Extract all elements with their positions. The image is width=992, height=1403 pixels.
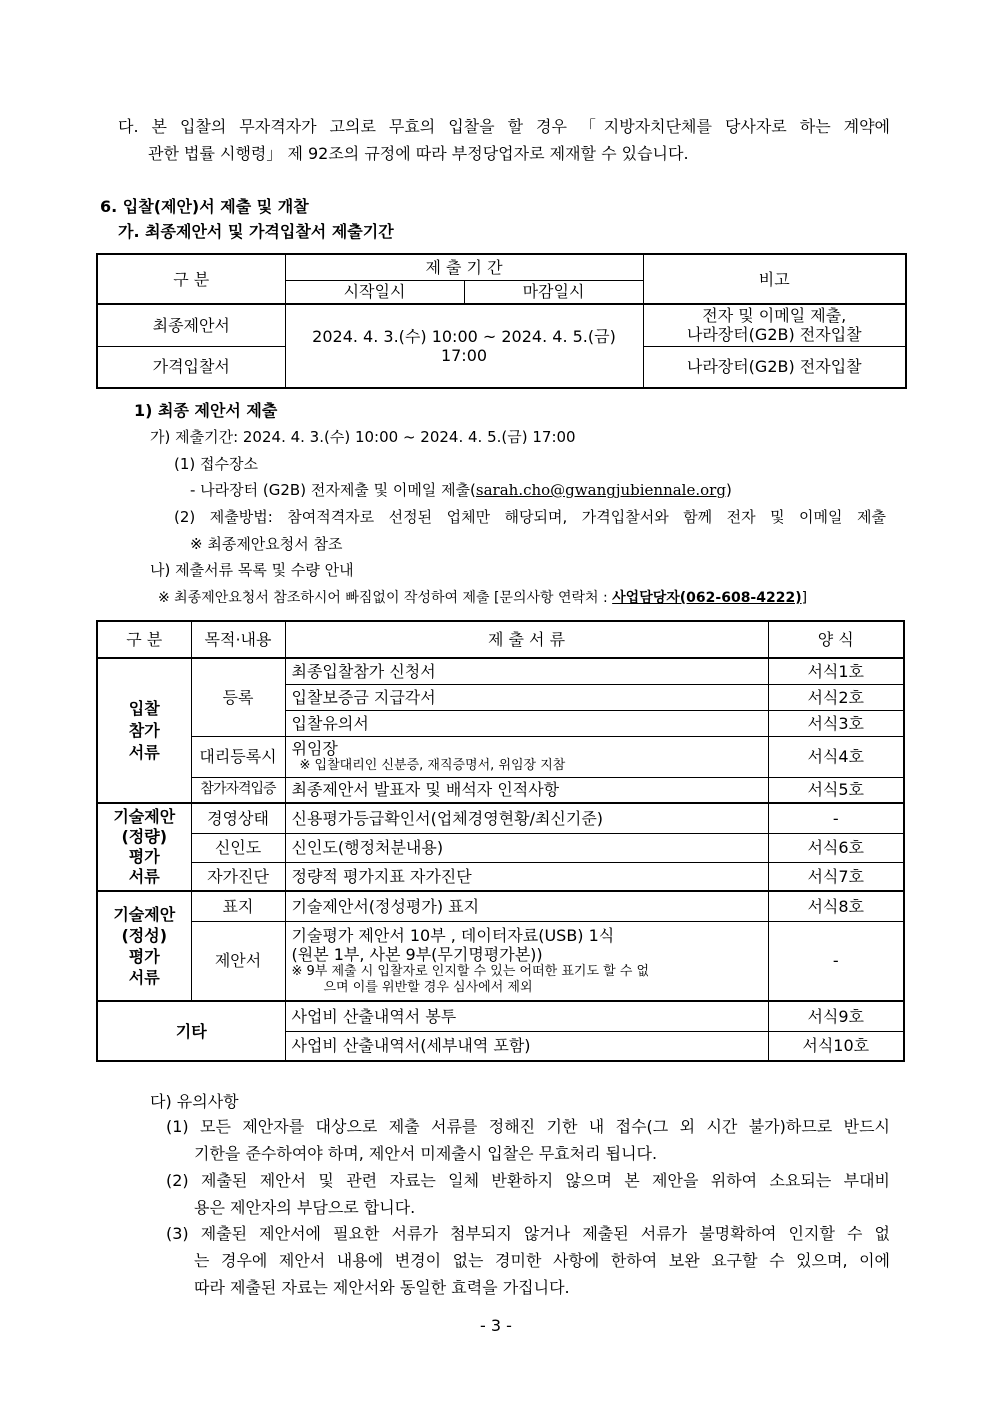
sub1-na-note [158,590,807,607]
purpose-registration: 등록 [191,658,285,736]
sub1-p1: (1) 접수장소 [174,455,258,473]
form-item: - [768,803,904,833]
col-note: 비고 [643,254,906,304]
group-line: (정성) [121,926,168,945]
doc-line: 위임장 [291,739,338,758]
doc-item: 사업비 산출내역서 봉투 [285,1001,768,1031]
row-price-bid-note: 나라장터(G2B) 전자입찰 [643,346,906,388]
purpose-self-diagnosis: 자가진단 [191,862,285,891]
group-line: 참가 [128,720,160,740]
group-bid-participation [97,658,191,803]
group-quantitative [97,803,191,891]
form-item: 서식4호 [768,736,904,777]
form-item: 서식2호 [768,684,904,710]
group-etc: 기타 [97,1001,285,1061]
row-price-bid: 가격입찰서 [97,346,285,388]
group-line: 기술제안 [113,807,176,826]
doc-item [285,736,768,777]
col-period: 제 출 기 간 [285,254,643,280]
note-2-line-2: 용은 제안자의 부담으로 합니다. [194,1198,416,1217]
group-line: 서류 [128,867,160,886]
note-1-line-2: 기한을 준수하여야 하며, 제안서 미제출시 입찰은 무효처리 됩니다. [194,1144,658,1163]
col-category: 구 분 [97,254,285,304]
sub1-period: 가) 제출기간: 2024. 4. 3.(수) 10:00 ~ 2024. 4. 5.(금) 17:00 [150,428,576,446]
submission-period-table [96,253,907,389]
doc-item: 신용평가등급확인서(업체경영현황/최신기준) [285,803,768,833]
row-final-proposal-note [643,304,906,346]
purpose-cover: 표지 [191,891,285,921]
doc-item: 입찰보증금 지급각서 [285,684,768,710]
form-item: - [768,921,904,1001]
doc-line: 기술평가 제안서 10부 , 데이터자료(USB) 1식 [291,925,615,945]
sub1-p2-note: ※ 최종제안요청서 참조 [190,535,343,553]
purpose-management: 경영상태 [191,803,285,833]
contact-info: 사업담당자(062-608-4222) [612,590,802,606]
form-item: 서식7호 [768,862,904,891]
note-1-line-1: (1) 모든 제안자를 대상으로 제출 서류를 정해진 기한 내 접수(그 외 시간 불가)하므로 반드시 [166,1117,890,1136]
group-line: 서류 [128,742,160,762]
doc-item: 최종입찰참가 신청서 [285,658,768,684]
doc-note: ※ 9부 제출 시 입찰자로 인지할 수 있는 어떠한 표기도 할 수 없 [291,963,650,979]
form-item: 서식6호 [768,833,904,862]
documents-table [96,620,905,1062]
sub1-p2: (2) 제출방법: 참여적격자로 선정된 업체만 해당되며, 가격입찰서와 함께 전자 및 이메일 제출 [174,508,886,526]
group-line: (정량) [121,827,168,846]
sub1-na: 나) 제출서류 목록 및 수량 안내 [150,561,354,579]
doc-note: 으며 이를 위반할 경우 심사에서 제외 [323,979,533,995]
doc-item: 정량적 평가지표 자가진단 [285,862,768,891]
page-number: - 3 - [480,1316,512,1335]
submission-period: 2024. 4. 3.(수) 10:00 ~ 2024. 4. 5.(금) 17:00 [285,304,643,388]
notes-title: 다) 유의사항 [150,1092,239,1111]
form-item: 서식10호 [768,1031,904,1061]
doc-item [285,921,768,1001]
doc-item: 최종제안서 발표자 및 배석자 인적사항 [285,777,768,803]
note-3-line-3: 따라 제출된 자료는 제안서와 동일한 효력을 가집니다. [194,1278,570,1297]
purpose-qualification: 참가자격입증 [191,777,285,803]
purpose-credibility: 신인도 [191,833,285,862]
na-note-prefix: ※ 최종제안요청서 참조하시어 빠짐없이 작성하여 제출 [문의사항 연락처 : [158,590,613,606]
col-documents: 제 출 서 류 [285,621,768,658]
form-item: 서식9호 [768,1001,904,1031]
note-line-1: 전자 및 이메일 제출, [702,306,847,326]
doc-item: 신인도(행정처분내용) [285,833,768,862]
form-item: 서식8호 [768,891,904,921]
purpose-proposal: 제안서 [191,921,285,1001]
doc-item: 기술제안서(정성평가) 표지 [285,891,768,921]
doc-note: ※ 입찰대리인 신분증, 재직증명서, 위임장 지참 [299,758,566,773]
form-item: 서식3호 [768,710,904,736]
group-line: 기술제안 [113,905,176,924]
sub1-p1-item [190,481,732,500]
group-qualitative [97,891,191,1001]
na-note-suffix: ] [801,590,808,606]
doc-line: (원본 1부, 사본 9부(무기명평가본)) [291,944,543,964]
email-link[interactable]: sarah.cho@gwangjubiennale.org [475,481,726,499]
col-form: 양 식 [768,621,904,658]
doc-item: 사업비 산출내역서(세부내역 포함) [285,1031,768,1061]
group-line: 서류 [128,968,160,987]
sub1-title: 1) 최종 제안서 제출 [134,401,278,420]
note-line-2: 나라장터(G2B) 전자입찰 [686,325,862,345]
col-start: 시작일시 [285,280,464,304]
p1-item-prefix: - 나라장터 (G2B) 전자제출 및 이메일 제출( [190,481,476,499]
purpose-proxy: 대리등록시 [191,736,285,777]
intro-line-2: 관한 법률 시행령」 제 92조의 규정에 따라 부정당업자로 제재할 수 있습니다. [148,144,689,163]
group-line: 평가 [128,947,160,966]
row-final-proposal: 최종제안서 [97,304,285,346]
section-subtitle: 가. 최종제안서 및 가격입찰서 제출기간 [118,222,394,241]
section-title: 6. 입찰(제안)서 제출 및 개찰 [100,197,309,216]
note-3-line-1: (3) 제출된 제안서에 필요한 서류가 첨부되지 않거나 제출된 서류가 불명확하여 인지할 수 없 [166,1224,890,1243]
form-item: 서식5호 [768,777,904,803]
note-3-line-2: 는 경우에 제안서 내용에 변경이 없는 경미한 사항에 한하여 보완 요구할 수 있으며, 이에 [194,1251,890,1270]
note-2-line-1: (2) 제출된 제안서 및 관련 자료는 일체 반환하지 않으며 본 제안을 위하여 소요되는 부대비 [166,1171,890,1190]
form-item: 서식1호 [768,658,904,684]
col-end: 마감일시 [464,280,643,304]
p1-item-suffix: ) [725,481,732,499]
group-line: 입찰 [128,698,160,718]
col-purpose: 목적·내용 [191,621,285,658]
col-category: 구 분 [97,621,191,658]
doc-item: 입찰유의서 [285,710,768,736]
group-line: 평가 [128,847,160,866]
intro-line-1: 다. 본 입찰의 무자격자가 고의로 무효의 입찰을 할 경우 「지방자치단체를 당사자로 하는 계약에 [118,117,890,136]
